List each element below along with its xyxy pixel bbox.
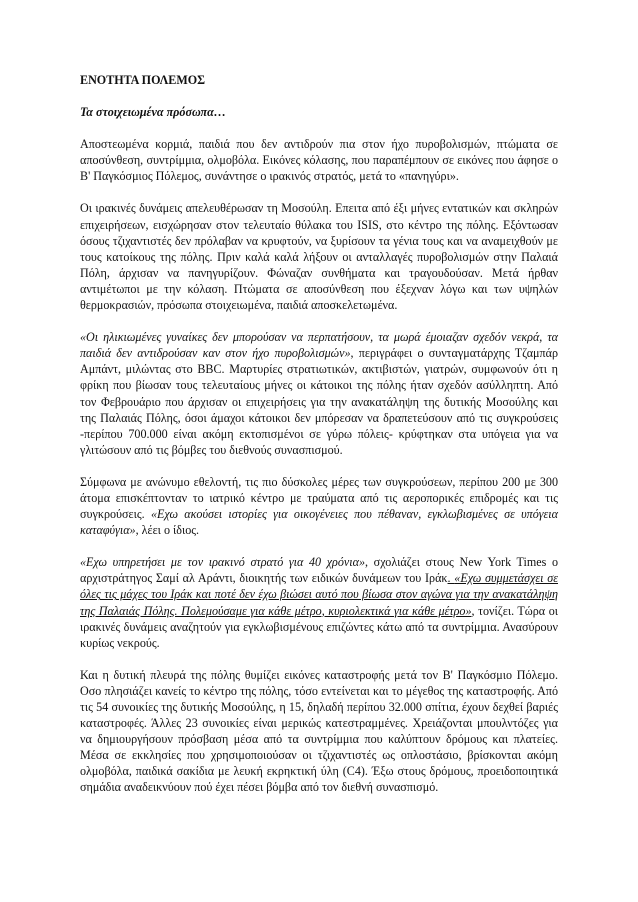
body-text: Σύμφωνα με ανώνυμο εθελοντή, τις πιο δύσκολες μέρες των συγκρούσεων, περίπου 200 με 300 άτομα επισκέπτονταν το ιατρικό κέντρο με τραύματα από τις αεροπορικές επιδρομές και τις συγκρούσεις.	[80, 474, 558, 522]
paragraph	[80, 200, 558, 313]
paragraph	[80, 329, 558, 458]
article-body	[80, 136, 558, 795]
body-text: Και η δυτική πλευρά της πόλης θυμίζει εικόνες καταστροφής μετά τον Β' Παγκόσμιο Πόλεμο. Οσο πλησιάζει κανείς το κέντρο της πόλης, τόσο εντείνεται και το μέγεθος της καταστροφής. Από τις 54 συνοικίες της δυτικής Μοσούλης, η 15, δηλαδή περίπου 32.000 σπίτια, έχουν δεχθεί βαριές καταστροφές. Άλλες 23 συνοικίες είναι μερικώς κατεστραμμένες. Χρειάζονται μπουλντόζες για να δημιουργήσουν πρόσβαση μέσα από τα συντρίμμια που καλύπτουν δρόμους και πλατείες. Μέσα σε εκκλησίες που χρησιμοποιούσαν οι τζιχαντιστές ως οπλοστάσιο, βρίσκονται ακόμη ολμοβόλα, παιδικά σακίδια με λευκή εκρηκτική ύλη (C4). Έξω στους δρόμους, προειδοποιητικά σημάδια αναδεικνύουν πού έχει πέσει βόμβα από τον διεθνή συνασπισμό.	[80, 667, 558, 795]
section-title: ΕΝΟΤΗΤΑ ΠΟΛΕΜΟΣ	[80, 73, 206, 87]
body-text: , τονίζει. Τώρα οι ιρακινές δυνάμεις αναζητούν για εγκλωβισμένους επιζώντες κάτω από τα συντρίμμια. Ανασύρουν κυρίως νεκρούς.	[80, 603, 558, 650]
paragraph	[80, 474, 558, 538]
body-text: , λέει ο ίδιος.	[135, 523, 200, 538]
quote-text: «Εχω συμμετάσχει σε όλες τις μάχες του Ιράκ και ποτέ δεν έχω βιώσει αυτό που βίωσα στον αγώνα για την ανακατάληψη της Παλαιάς Πόλης. Πολεμούσαμε για κάθε μέτρο, κυριολεκτικά για κάθε μέτρο»	[80, 571, 558, 618]
quote-text: «Εχω ακούσει ιστορίες για οικογένειες που πέθαναν, εγκλωβισμένες σε υπόγεια καταφύγια»	[80, 507, 558, 538]
body-text: Αποστεωμένα κορμιά, παιδιά που δεν αντιδρούν πια στον ήχο πυροβολισμών, πτώματα σε αποσύνθεση, συντρίμμια, ολμοβόλα. Εικόνες κόλασης, που παραπέμπουν σε εικόνες που άφησε ο Β' Παγκόσμιος Πόλεμος, συνάντησε ο ιρακινός στρατός, μετά το «πανηγύρι».	[80, 137, 558, 184]
paragraph	[80, 667, 558, 796]
article-subtitle: Τα στοιχειωμένα πρόσωπα…	[80, 105, 226, 120]
body-text: .	[447, 571, 455, 586]
quote-text: «Οι ηλικιωμένες γυναίκες δεν μπορούσαν να περπατήσουν, τα μωρά έμοιαζαν σχεδόν νεκρά, τα παιδιά δεν αντιδρούσαν καν στον ήχο πυροβολισμών»	[80, 330, 558, 361]
document-page	[80, 72, 558, 796]
body-text: , περιγράφει ο συνταγματάρχης Τζαμπάρ Αμπάντ, μιλώντας στο BBC. Μαρτυρίες στρατιωτικών, ακτιβιστών, γιατρών, συμφωνούν ότι η φρίκη που βίωσαν τους τελευταίους μήνες οι κάτοικοι της πόλης ήταν σχεδόν ασύλληπτη. Από τον Φεβρουάριο που άρχισαν οι επιχειρήσεις για την ανακατάληψη της δυτικής Μοσούλης και της Παλαιάς Πόλης, όσοι άμαχοι κάτοικοι δεν μπόρεσαν να δραπετεύσουν από τις συγκρούσεις -περίπου 700.000 είναι ακόμη εκτοπισμένοι σε γύρω πόλεις- κρύφτηκαν στα υπόγεια για να γλιτώσουν από τις βόμβες του διεθνούς συνασπισμού.	[80, 346, 558, 457]
paragraph	[80, 554, 558, 651]
paragraph	[80, 136, 558, 184]
quote-text: «Εχω υπηρετήσει με τον ιρακινό στρατό για 40 χρόνια»	[80, 555, 366, 570]
body-text: , σχολιάζει στους New York Times ο αρχιστράτηγος Σαμί αλ Αράντι, διοικητής των ειδικών δυνάμεων του Ιράκ	[80, 555, 559, 586]
body-text: Οι ιρακινές δυνάμεις απελευθέρωσαν τη Μοσούλη. Επειτα από έξι μήνες εντατικών και σκληρών επιχειρήσεων, εισχώρησαν στον τελευταίο θύλακα του ISIS, στο κέντρο της πόλης. Εξόντωσαν όσους τζιχαντιστές δεν πρόλαβαν να κρυφτούν, να ξυρίσουν τα γένια τους και να αναμειχθούν με τους κατοίκους της πόλης. Πριν καλά καλά λήξουν οι ανταλλαγές πυροβολισμών στην Παλαιά Πόλη, άρχισαν να πανηγυρίζουν. Φώναζαν συνθήματα και τραγουδούσαν. Μετά ήρθαν αντιμέτωποι με την κόλαση. Πτώματα σε αποσύνθεση που έξεχναν λόγω και των υψηλών θερμοκρασιών, πρόσωπα στοιχειωμένα, παιδιά αποσκελετωμένα.	[80, 201, 558, 313]
